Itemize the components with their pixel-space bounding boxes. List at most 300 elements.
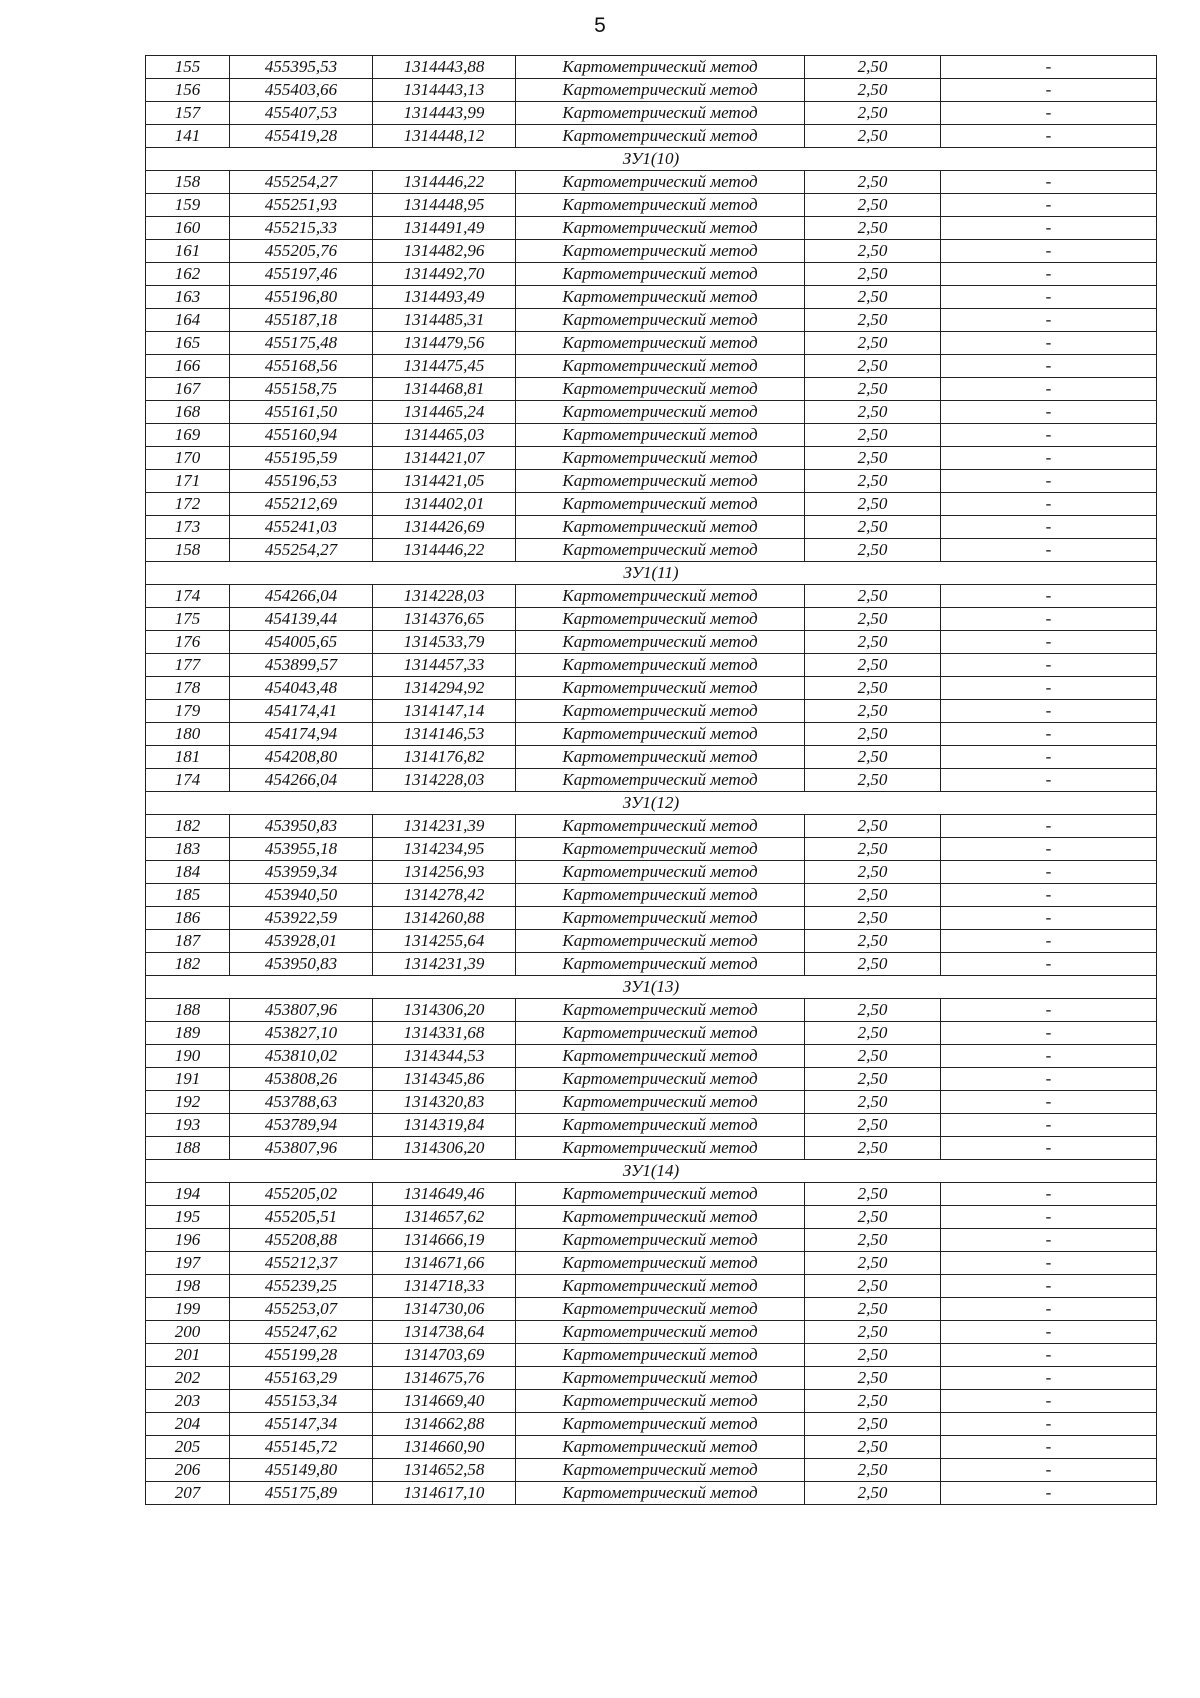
x-coordinate-cell: 455395,53 (230, 56, 373, 79)
point-number-cell: 176 (146, 631, 230, 654)
point-number-cell: 183 (146, 838, 230, 861)
method-cell: Картометрический метод (516, 1183, 805, 1206)
table-row (146, 769, 1157, 792)
accuracy-cell: 2,50 (805, 999, 941, 1022)
accuracy-cell: 2,50 (805, 1482, 941, 1505)
accuracy-cell: 2,50 (805, 1344, 941, 1367)
table-row (146, 677, 1157, 700)
point-number-cell: 156 (146, 79, 230, 102)
description-cell: - (941, 1045, 1157, 1068)
accuracy-cell: 2,50 (805, 240, 941, 263)
y-coordinate-cell: 1314228,03 (373, 769, 516, 792)
point-number-cell: 207 (146, 1482, 230, 1505)
description-cell: - (941, 355, 1157, 378)
y-coordinate-cell: 1314331,68 (373, 1022, 516, 1045)
description-cell: - (941, 907, 1157, 930)
accuracy-cell: 2,50 (805, 171, 941, 194)
point-number-cell: 203 (146, 1390, 230, 1413)
y-coordinate-cell: 1314306,20 (373, 999, 516, 1022)
accuracy-cell: 2,50 (805, 56, 941, 79)
method-cell: Картометрический метод (516, 470, 805, 493)
point-number-cell: 187 (146, 930, 230, 953)
x-coordinate-cell: 455407,53 (230, 102, 373, 125)
accuracy-cell: 2,50 (805, 447, 941, 470)
method-cell: Картометрический метод (516, 677, 805, 700)
point-number-cell: 166 (146, 355, 230, 378)
table-row (146, 194, 1157, 217)
x-coordinate-cell: 455147,34 (230, 1413, 373, 1436)
point-number-cell: 178 (146, 677, 230, 700)
method-cell: Картометрический метод (516, 654, 805, 677)
y-coordinate-cell: 1314421,07 (373, 447, 516, 470)
description-cell: - (941, 746, 1157, 769)
table-row (146, 1390, 1157, 1413)
description-cell: - (941, 631, 1157, 654)
point-number-cell: 177 (146, 654, 230, 677)
y-coordinate-cell: 1314669,40 (373, 1390, 516, 1413)
description-cell: - (941, 838, 1157, 861)
y-coordinate-cell: 1314617,10 (373, 1482, 516, 1505)
point-number-cell: 161 (146, 240, 230, 263)
y-coordinate-cell: 1314448,12 (373, 125, 516, 148)
x-coordinate-cell: 455145,72 (230, 1436, 373, 1459)
x-coordinate-cell: 455199,28 (230, 1344, 373, 1367)
table-row (146, 263, 1157, 286)
y-coordinate-cell: 1314718,33 (373, 1275, 516, 1298)
y-coordinate-cell: 1314671,66 (373, 1252, 516, 1275)
coordinates-table-body (146, 56, 1157, 1505)
section-title: ЗУ1(14) (146, 1160, 1157, 1183)
x-coordinate-cell: 455212,37 (230, 1252, 373, 1275)
method-cell: Картометрический метод (516, 355, 805, 378)
method-cell: Картометрический метод (516, 907, 805, 930)
method-cell: Картометрический метод (516, 1298, 805, 1321)
description-cell: - (941, 171, 1157, 194)
x-coordinate-cell: 453789,94 (230, 1114, 373, 1137)
table-row (146, 999, 1157, 1022)
accuracy-cell: 2,50 (805, 608, 941, 631)
description-cell: - (941, 1206, 1157, 1229)
accuracy-cell: 2,50 (805, 1436, 941, 1459)
description-cell: - (941, 1091, 1157, 1114)
x-coordinate-cell: 455187,18 (230, 309, 373, 332)
table-row (146, 470, 1157, 493)
method-cell: Картометрический метод (516, 102, 805, 125)
x-coordinate-cell: 453899,57 (230, 654, 373, 677)
x-coordinate-cell: 453928,01 (230, 930, 373, 953)
description-cell: - (941, 125, 1157, 148)
method-cell: Картометрический метод (516, 608, 805, 631)
method-cell: Картометрический метод (516, 1137, 805, 1160)
point-number-cell: 196 (146, 1229, 230, 1252)
accuracy-cell: 2,50 (805, 378, 941, 401)
method-cell: Картометрический метод (516, 79, 805, 102)
y-coordinate-cell: 1314457,33 (373, 654, 516, 677)
description-cell: - (941, 1137, 1157, 1160)
x-coordinate-cell: 455205,02 (230, 1183, 373, 1206)
method-cell: Картометрический метод (516, 861, 805, 884)
method-cell: Картометрический метод (516, 1252, 805, 1275)
description-cell: - (941, 102, 1157, 125)
x-coordinate-cell: 455158,75 (230, 378, 373, 401)
accuracy-cell: 2,50 (805, 1206, 941, 1229)
y-coordinate-cell: 1314443,99 (373, 102, 516, 125)
accuracy-cell: 2,50 (805, 355, 941, 378)
accuracy-cell: 2,50 (805, 700, 941, 723)
table-row (146, 1091, 1157, 1114)
accuracy-cell: 2,50 (805, 861, 941, 884)
y-coordinate-cell: 1314485,31 (373, 309, 516, 332)
accuracy-cell: 2,50 (805, 1321, 941, 1344)
description-cell: - (941, 1482, 1157, 1505)
x-coordinate-cell: 454208,80 (230, 746, 373, 769)
x-coordinate-cell: 455195,59 (230, 447, 373, 470)
y-coordinate-cell: 1314493,49 (373, 286, 516, 309)
accuracy-cell: 2,50 (805, 1367, 941, 1390)
x-coordinate-cell: 455175,89 (230, 1482, 373, 1505)
x-coordinate-cell: 454005,65 (230, 631, 373, 654)
y-coordinate-cell: 1314255,64 (373, 930, 516, 953)
accuracy-cell: 2,50 (805, 1459, 941, 1482)
x-coordinate-cell: 455254,27 (230, 539, 373, 562)
table-row (146, 401, 1157, 424)
y-coordinate-cell: 1314465,24 (373, 401, 516, 424)
table-row (146, 861, 1157, 884)
x-coordinate-cell: 454266,04 (230, 769, 373, 792)
accuracy-cell: 2,50 (805, 953, 941, 976)
point-number-cell: 167 (146, 378, 230, 401)
accuracy-cell: 2,50 (805, 1137, 941, 1160)
description-cell: - (941, 654, 1157, 677)
accuracy-cell: 2,50 (805, 930, 941, 953)
y-coordinate-cell: 1314475,45 (373, 355, 516, 378)
point-number-cell: 172 (146, 493, 230, 516)
description-cell: - (941, 1367, 1157, 1390)
accuracy-cell: 2,50 (805, 1275, 941, 1298)
x-coordinate-cell: 453922,59 (230, 907, 373, 930)
y-coordinate-cell: 1314231,39 (373, 815, 516, 838)
point-number-cell: 192 (146, 1091, 230, 1114)
table-row (146, 516, 1157, 539)
table-row (146, 1183, 1157, 1206)
accuracy-cell: 2,50 (805, 1390, 941, 1413)
x-coordinate-cell: 454139,44 (230, 608, 373, 631)
method-cell: Картометрический метод (516, 194, 805, 217)
y-coordinate-cell: 1314649,46 (373, 1183, 516, 1206)
table-row (146, 378, 1157, 401)
method-cell: Картометрический метод (516, 585, 805, 608)
method-cell: Картометрический метод (516, 125, 805, 148)
section-title: ЗУ1(10) (146, 148, 1157, 171)
point-number-cell: 158 (146, 539, 230, 562)
page-number: 5 (594, 14, 606, 37)
point-number-cell: 189 (146, 1022, 230, 1045)
table-row (146, 654, 1157, 677)
point-number-cell: 180 (146, 723, 230, 746)
y-coordinate-cell: 1314176,82 (373, 746, 516, 769)
description-cell: - (941, 585, 1157, 608)
y-coordinate-cell: 1314703,69 (373, 1344, 516, 1367)
accuracy-cell: 2,50 (805, 769, 941, 792)
y-coordinate-cell: 1314479,56 (373, 332, 516, 355)
accuracy-cell: 2,50 (805, 1252, 941, 1275)
accuracy-cell: 2,50 (805, 1298, 941, 1321)
method-cell: Картометрический метод (516, 424, 805, 447)
x-coordinate-cell: 453955,18 (230, 838, 373, 861)
y-coordinate-cell: 1314482,96 (373, 240, 516, 263)
x-coordinate-cell: 455403,66 (230, 79, 373, 102)
method-cell: Картометрический метод (516, 493, 805, 516)
y-coordinate-cell: 1314320,83 (373, 1091, 516, 1114)
x-coordinate-cell: 454174,41 (230, 700, 373, 723)
table-row (146, 631, 1157, 654)
accuracy-cell: 2,50 (805, 286, 941, 309)
x-coordinate-cell: 455168,56 (230, 355, 373, 378)
description-cell: - (941, 1321, 1157, 1344)
point-number-cell: 201 (146, 1344, 230, 1367)
point-number-cell: 193 (146, 1114, 230, 1137)
method-cell: Картометрический метод (516, 263, 805, 286)
y-coordinate-cell: 1314443,88 (373, 56, 516, 79)
y-coordinate-cell: 1314146,53 (373, 723, 516, 746)
method-cell: Картометрический метод (516, 1413, 805, 1436)
description-cell: - (941, 378, 1157, 401)
description-cell: - (941, 1390, 1157, 1413)
table-row (146, 286, 1157, 309)
y-coordinate-cell: 1314738,64 (373, 1321, 516, 1344)
x-coordinate-cell: 455247,62 (230, 1321, 373, 1344)
x-coordinate-cell: 455160,94 (230, 424, 373, 447)
method-cell: Картометрический метод (516, 1206, 805, 1229)
table-row (146, 1321, 1157, 1344)
method-cell: Картометрический метод (516, 884, 805, 907)
table-row (146, 309, 1157, 332)
x-coordinate-cell: 455241,03 (230, 516, 373, 539)
method-cell: Картометрический метод (516, 1229, 805, 1252)
x-coordinate-cell: 455153,34 (230, 1390, 373, 1413)
y-coordinate-cell: 1314660,90 (373, 1436, 516, 1459)
y-coordinate-cell: 1314491,49 (373, 217, 516, 240)
point-number-cell: 184 (146, 861, 230, 884)
description-cell: - (941, 1229, 1157, 1252)
section-title: ЗУ1(12) (146, 792, 1157, 815)
method-cell: Картометрический метод (516, 217, 805, 240)
method-cell: Картометрический метод (516, 401, 805, 424)
table-row (146, 539, 1157, 562)
y-coordinate-cell: 1314256,93 (373, 861, 516, 884)
description-cell: - (941, 723, 1157, 746)
point-number-cell: 199 (146, 1298, 230, 1321)
accuracy-cell: 2,50 (805, 746, 941, 769)
description-cell: - (941, 217, 1157, 240)
x-coordinate-cell: 455419,28 (230, 125, 373, 148)
point-number-cell: 198 (146, 1275, 230, 1298)
y-coordinate-cell: 1314376,65 (373, 608, 516, 631)
x-coordinate-cell: 455161,50 (230, 401, 373, 424)
table-row (146, 1436, 1157, 1459)
description-cell: - (941, 240, 1157, 263)
y-coordinate-cell: 1314344,53 (373, 1045, 516, 1068)
method-cell: Картометрический метод (516, 378, 805, 401)
method-cell: Картометрический метод (516, 1321, 805, 1344)
method-cell: Картометрический метод (516, 1436, 805, 1459)
y-coordinate-cell: 1314228,03 (373, 585, 516, 608)
method-cell: Картометрический метод (516, 769, 805, 792)
accuracy-cell: 2,50 (805, 263, 941, 286)
point-number-cell: 155 (146, 56, 230, 79)
point-number-cell: 173 (146, 516, 230, 539)
y-coordinate-cell: 1314402,01 (373, 493, 516, 516)
x-coordinate-cell: 455175,48 (230, 332, 373, 355)
description-cell: - (941, 194, 1157, 217)
table-row (146, 332, 1157, 355)
point-number-cell: 175 (146, 608, 230, 631)
accuracy-cell: 2,50 (805, 1045, 941, 1068)
table-row (146, 1459, 1157, 1482)
accuracy-cell: 2,50 (805, 585, 941, 608)
table-row (146, 424, 1157, 447)
accuracy-cell: 2,50 (805, 631, 941, 654)
y-coordinate-cell: 1314345,86 (373, 1068, 516, 1091)
point-number-cell: 169 (146, 424, 230, 447)
accuracy-cell: 2,50 (805, 424, 941, 447)
accuracy-cell: 2,50 (805, 102, 941, 125)
description-cell: - (941, 1275, 1157, 1298)
y-coordinate-cell: 1314446,22 (373, 539, 516, 562)
table-row (146, 1298, 1157, 1321)
x-coordinate-cell: 453810,02 (230, 1045, 373, 1068)
y-coordinate-cell: 1314666,19 (373, 1229, 516, 1252)
accuracy-cell: 2,50 (805, 654, 941, 677)
point-number-cell: 174 (146, 585, 230, 608)
description-cell: - (941, 700, 1157, 723)
accuracy-cell: 2,50 (805, 332, 941, 355)
description-cell: - (941, 1114, 1157, 1137)
x-coordinate-cell: 453807,96 (230, 1137, 373, 1160)
point-number-cell: 168 (146, 401, 230, 424)
method-cell: Картометрический метод (516, 1390, 805, 1413)
y-coordinate-cell: 1314234,95 (373, 838, 516, 861)
description-cell: - (941, 677, 1157, 700)
y-coordinate-cell: 1314421,05 (373, 470, 516, 493)
accuracy-cell: 2,50 (805, 884, 941, 907)
point-number-cell: 185 (146, 884, 230, 907)
description-cell: - (941, 1344, 1157, 1367)
x-coordinate-cell: 453950,83 (230, 953, 373, 976)
point-number-cell: 206 (146, 1459, 230, 1482)
point-number-cell: 191 (146, 1068, 230, 1091)
accuracy-cell: 2,50 (805, 677, 941, 700)
accuracy-cell: 2,50 (805, 1068, 941, 1091)
point-number-cell: 170 (146, 447, 230, 470)
table-row (146, 493, 1157, 516)
table-row (146, 1206, 1157, 1229)
x-coordinate-cell: 455163,29 (230, 1367, 373, 1390)
description-cell: - (941, 884, 1157, 907)
y-coordinate-cell: 1314492,70 (373, 263, 516, 286)
table-row (146, 1344, 1157, 1367)
point-number-cell: 163 (146, 286, 230, 309)
table-row (146, 585, 1157, 608)
description-cell: - (941, 447, 1157, 470)
accuracy-cell: 2,50 (805, 1183, 941, 1206)
x-coordinate-cell: 453950,83 (230, 815, 373, 838)
accuracy-cell: 2,50 (805, 1114, 941, 1137)
description-cell: - (941, 1022, 1157, 1045)
table-row (146, 1229, 1157, 1252)
description-cell: - (941, 470, 1157, 493)
x-coordinate-cell: 455212,69 (230, 493, 373, 516)
x-coordinate-cell: 453807,96 (230, 999, 373, 1022)
accuracy-cell: 2,50 (805, 838, 941, 861)
table-row (146, 700, 1157, 723)
method-cell: Картометрический метод (516, 723, 805, 746)
section-header-row (146, 562, 1157, 585)
table-row (146, 1482, 1157, 1505)
description-cell: - (941, 815, 1157, 838)
y-coordinate-cell: 1314652,58 (373, 1459, 516, 1482)
accuracy-cell: 2,50 (805, 516, 941, 539)
point-number-cell: 171 (146, 470, 230, 493)
x-coordinate-cell: 453959,34 (230, 861, 373, 884)
point-number-cell: 202 (146, 1367, 230, 1390)
point-number-cell: 162 (146, 263, 230, 286)
accuracy-cell: 2,50 (805, 907, 941, 930)
point-number-cell: 160 (146, 217, 230, 240)
x-coordinate-cell: 455196,53 (230, 470, 373, 493)
point-number-cell: 194 (146, 1183, 230, 1206)
point-number-cell: 197 (146, 1252, 230, 1275)
section-title: ЗУ1(11) (146, 562, 1157, 585)
y-coordinate-cell: 1314446,22 (373, 171, 516, 194)
accuracy-cell: 2,50 (805, 815, 941, 838)
method-cell: Картометрический метод (516, 1459, 805, 1482)
table-row (146, 1114, 1157, 1137)
y-coordinate-cell: 1314231,39 (373, 953, 516, 976)
method-cell: Картометрический метод (516, 1344, 805, 1367)
method-cell: Картометрический метод (516, 1022, 805, 1045)
y-coordinate-cell: 1314278,42 (373, 884, 516, 907)
point-number-cell: 186 (146, 907, 230, 930)
point-number-cell: 157 (146, 102, 230, 125)
point-number-cell: 188 (146, 999, 230, 1022)
table-row (146, 1022, 1157, 1045)
point-number-cell: 182 (146, 953, 230, 976)
point-number-cell: 174 (146, 769, 230, 792)
accuracy-cell: 2,50 (805, 217, 941, 240)
section-header-row (146, 792, 1157, 815)
x-coordinate-cell: 455149,80 (230, 1459, 373, 1482)
description-cell: - (941, 79, 1157, 102)
y-coordinate-cell: 1314675,76 (373, 1367, 516, 1390)
y-coordinate-cell: 1314448,95 (373, 194, 516, 217)
x-coordinate-cell: 455254,27 (230, 171, 373, 194)
method-cell: Картометрический метод (516, 1045, 805, 1068)
x-coordinate-cell: 455251,93 (230, 194, 373, 217)
x-coordinate-cell: 453940,50 (230, 884, 373, 907)
table-row (146, 907, 1157, 930)
table-row (146, 1413, 1157, 1436)
accuracy-cell: 2,50 (805, 539, 941, 562)
y-coordinate-cell: 1314147,14 (373, 700, 516, 723)
method-cell: Картометрический метод (516, 286, 805, 309)
y-coordinate-cell: 1314533,79 (373, 631, 516, 654)
x-coordinate-cell: 453827,10 (230, 1022, 373, 1045)
table-row (146, 1367, 1157, 1390)
x-coordinate-cell: 455205,76 (230, 240, 373, 263)
y-coordinate-cell: 1314306,20 (373, 1137, 516, 1160)
section-title: ЗУ1(13) (146, 976, 1157, 999)
